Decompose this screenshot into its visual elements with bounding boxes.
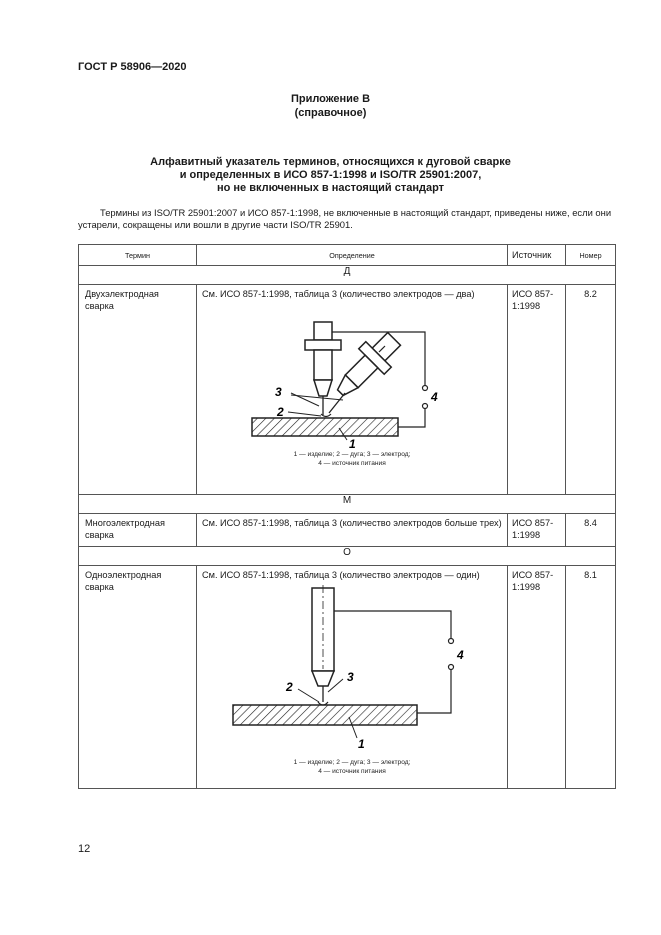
table-row — [79, 285, 616, 495]
label-arc: 2 — [286, 680, 293, 694]
two-electrode-welding-figure — [197, 300, 508, 450]
definition-cell: См. ИСО 857-1:1998, таблица 3 (количество электродов больше трех) — [197, 514, 508, 547]
label-electrode: 3 — [275, 385, 282, 399]
letter-group-row — [79, 266, 616, 285]
index-title-line: Алфавитный указатель терминов, относящихся к дуговой сварке — [150, 156, 511, 168]
label-power-source: 4 — [457, 648, 464, 662]
table-header-row — [79, 245, 616, 266]
number-cell: 8.4 — [566, 514, 616, 547]
terms-table — [78, 244, 616, 789]
number-cell: 8.1 — [566, 566, 616, 789]
workpiece-shape — [252, 418, 398, 436]
label-power-source: 4 — [431, 390, 438, 404]
number-cell: 8.2 — [566, 285, 616, 495]
definition-cell: См. ИСО 857-1:1998, таблица 3 (количество электродов — два) 3 2 4 1 1 — изделие; 2 — дуга; 3 — электрод; 4 — источник питания — [197, 285, 508, 495]
index-title-line: и определенных в ИСО 857-1:1998 и ISO/TR 25901:2007, — [179, 169, 482, 181]
term-cell: Двухэлектродная сварка — [79, 285, 197, 495]
letter-group-label: Д — [79, 266, 616, 285]
label-arc: 2 — [277, 405, 284, 419]
column-header-term: Термин — [79, 245, 197, 266]
workpiece-shape — [233, 705, 417, 725]
annex-title: Приложение В — [290, 93, 371, 105]
column-header-source: Источник — [508, 245, 566, 266]
page-number: 12 — [78, 843, 91, 855]
letter-group-label: М — [79, 495, 616, 514]
source-cell: ИСО 857-1:1998 — [508, 566, 566, 789]
annex-subtitle: (справочное) — [294, 107, 367, 119]
single-electrode-welding-figure — [197, 581, 508, 758]
label-workpiece: 1 — [349, 437, 356, 450]
term-cell: Многоэлектродная сварка — [79, 514, 197, 547]
table-row — [79, 514, 616, 547]
index-title — [0, 156, 661, 195]
document-code: ГОСТ Р 58906—2020 — [78, 61, 187, 73]
label-workpiece: 1 — [358, 737, 365, 751]
letter-group-row — [79, 547, 616, 566]
source-cell: ИСО 857-1:1998 — [508, 285, 566, 495]
term-cell: Одноэлектродная сварка — [79, 566, 197, 789]
intro-paragraph: Термины из ISO/TR 25901:2007 и ИСО 857-1:1998, не включенные в настоящий стандарт, приведены ниже, если они устарели, сокращены или вошли в другие части ISO/TR 25901. — [78, 207, 612, 230]
figure-caption: 1 — изделие; 2 — дуга; 3 — электрод; 4 — источник питания — [293, 759, 411, 775]
column-header-number: Номер — [566, 245, 616, 266]
label-electrode: 3 — [347, 670, 354, 684]
figure-caption: 1 — изделие; 2 — дуга; 3 — электрод; 4 — источник питания — [293, 451, 411, 467]
index-title-line: но не включенных в настоящий стандарт — [216, 182, 445, 194]
column-header-definition: Определение — [197, 245, 508, 266]
annex-heading — [0, 92, 661, 120]
letter-group-label: О — [79, 547, 616, 566]
source-cell: ИСО 857-1:1998 — [508, 514, 566, 547]
table-row — [79, 566, 616, 789]
definition-cell: См. ИСО 857-1:1998, таблица 3 (количество электродов — один) 2 3 4 1 1 — изделие; 2 — дуга; 3 — электрод; 4 — источник питания — [197, 566, 508, 789]
letter-group-row — [79, 495, 616, 514]
